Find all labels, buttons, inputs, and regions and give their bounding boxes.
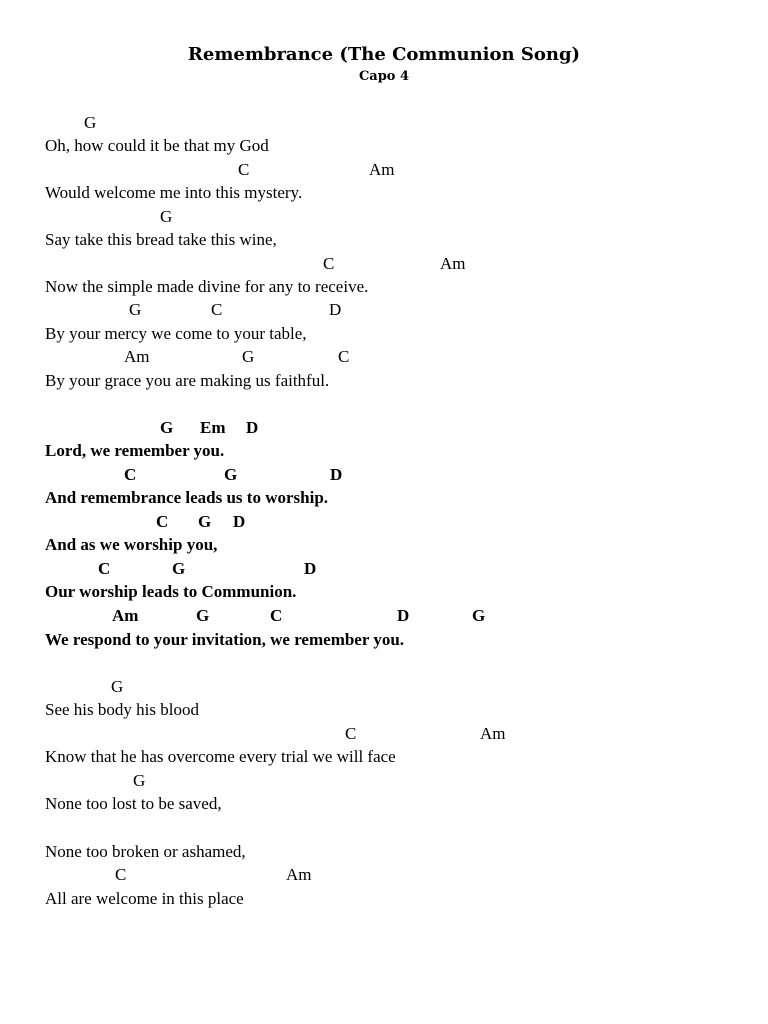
- chord: C: [345, 724, 357, 743]
- chord: Am: [112, 606, 139, 625]
- lyric-line: Know that he has overcome every trial we will face: [45, 747, 396, 766]
- song-title: Remembrance (The Communion Song): [187, 44, 581, 65]
- chord: G: [133, 771, 146, 790]
- chord: G: [196, 606, 210, 625]
- lyric-line: Our worship leads to Communion.: [45, 582, 297, 601]
- lyric-line: None too broken or ashamed,: [45, 842, 246, 861]
- lyric-line: Now the simple made divine for any to receive.: [45, 277, 369, 296]
- chord: Am: [286, 865, 312, 884]
- chord: G: [224, 465, 238, 484]
- chord: G: [198, 512, 212, 531]
- chord: C: [238, 160, 250, 179]
- chord: G: [129, 300, 142, 319]
- chord: C: [211, 300, 223, 319]
- lyric-line: We respond to your invitation, we remember you.: [45, 630, 405, 649]
- lyric-line: And as we worship you,: [45, 535, 218, 554]
- lyric-line: Lord, we remember you.: [45, 441, 225, 460]
- chord: D: [304, 559, 317, 578]
- chord: Am: [440, 254, 466, 273]
- lyric-line: Oh, how could it be that my God: [45, 136, 269, 155]
- chord: Am: [369, 160, 395, 179]
- lyric-line: And remembrance leads us to worship.: [45, 488, 329, 507]
- chord: D: [246, 418, 259, 437]
- chord: G: [242, 347, 255, 366]
- lyric-line: All are welcome in this place: [45, 889, 244, 908]
- chord: Am: [480, 724, 506, 743]
- chord: G: [111, 677, 124, 696]
- chord: C: [115, 865, 127, 884]
- chord: G: [84, 113, 97, 132]
- chord: G: [160, 418, 174, 437]
- chord: C: [323, 254, 335, 273]
- chord: C: [338, 347, 350, 366]
- lyric-line: See his body his blood: [45, 700, 199, 719]
- chord: G: [172, 559, 186, 578]
- chord: C: [98, 559, 111, 578]
- chord: G: [472, 606, 486, 625]
- chord: C: [124, 465, 137, 484]
- chord: D: [233, 512, 246, 531]
- chord: D: [329, 300, 342, 319]
- chord: Am: [124, 347, 150, 366]
- chord: G: [160, 207, 173, 226]
- chord: C: [270, 606, 283, 625]
- chord: D: [330, 465, 343, 484]
- capo-note: Capo 4: [358, 69, 410, 84]
- lyric-line: By your mercy we come to your table,: [45, 324, 307, 343]
- chord: Em: [200, 418, 226, 437]
- chord: D: [397, 606, 410, 625]
- chord: C: [156, 512, 169, 531]
- lyric-line: Would welcome me into this mystery.: [45, 183, 303, 202]
- lyric-line: None too lost to be saved,: [45, 794, 222, 813]
- lyric-line: Say take this bread take this wine,: [45, 230, 277, 249]
- lyric-line: By your grace you are making us faithful.: [45, 371, 330, 390]
